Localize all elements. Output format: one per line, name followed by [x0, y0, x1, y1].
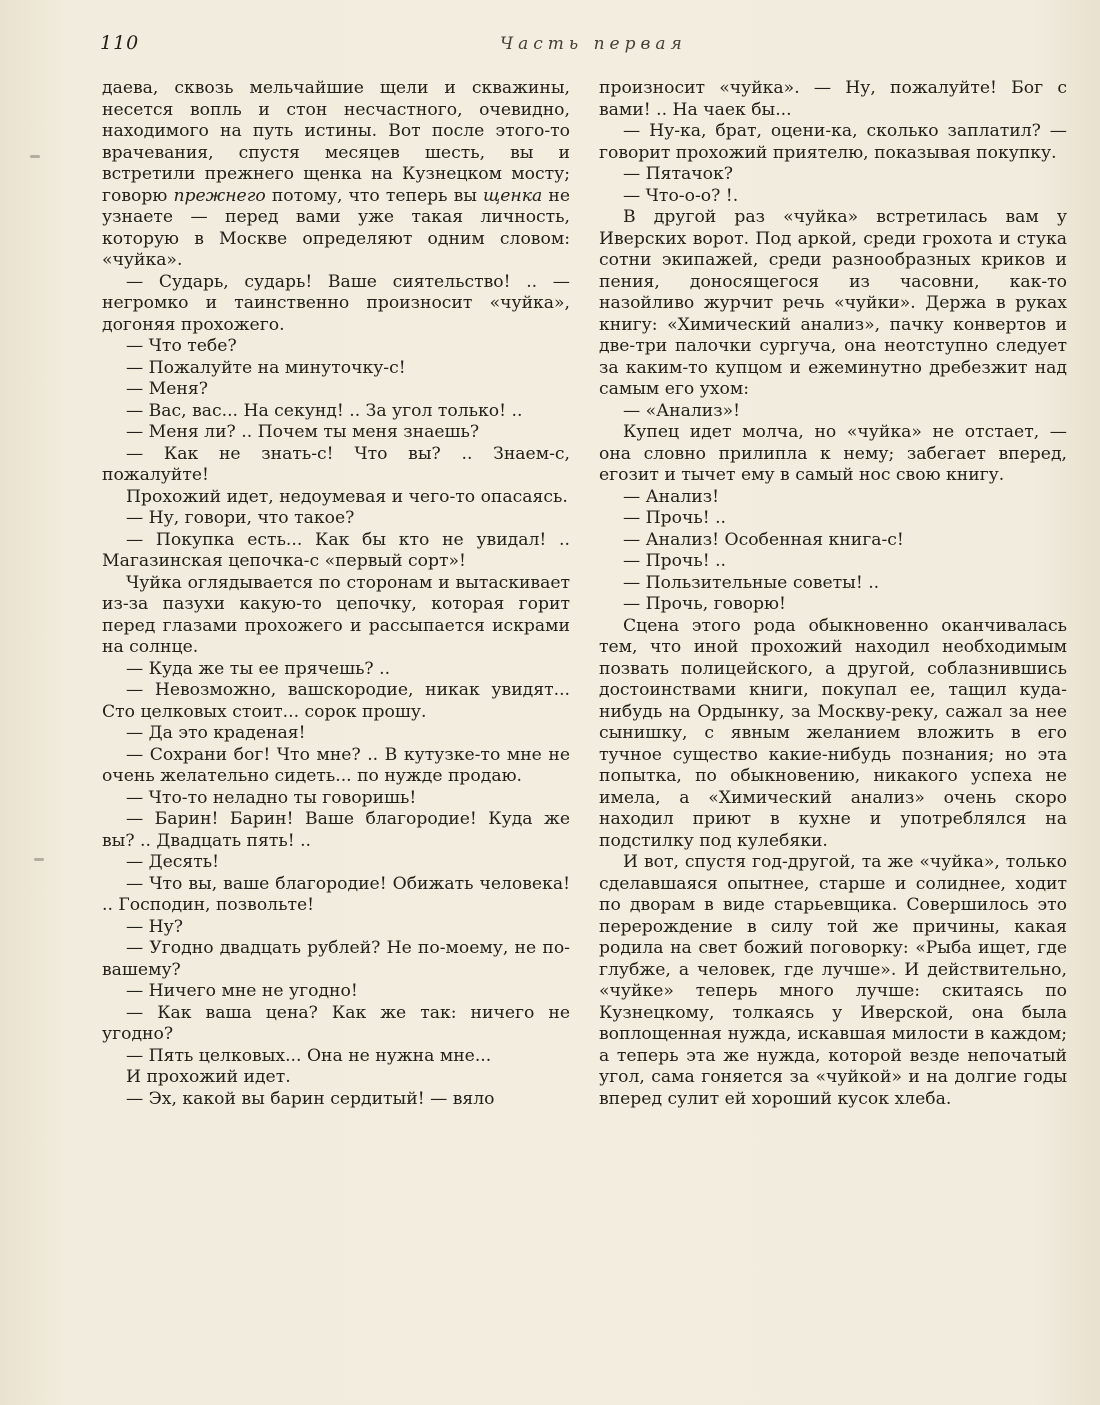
- paragraph: — Ничего мне не угодно!: [126, 981, 358, 1001]
- right-text-column: [599, 78, 1067, 1110]
- paragraph: — Ну-ка, брат, оцени-ка, сколько заплатил? — говорит прохожий приятелю, показывая покупку.: [599, 121, 1067, 163]
- paragraph: — Барин! Барин! Ваше благородие! Куда же вы? .. Двадцать пять! ..: [102, 809, 570, 851]
- paragraph: — Анализ!: [623, 486, 720, 507]
- paragraph: Сцена этого рода обыкновенно оканчивалась тем, что иной прохожий находил необходимым позвать полицейского, а другой, соблазнившись достоинствами книги, покупал ее, тащил куда-нибудь на Ордынку, за Москву-реку, сажал за нее сынишку, с явным желанием вложить в его тучное существо какие-нибудь познания; но эта попытка, по обыкновению, никакого успеха не имела, а «Химический анализ» очень скоро находил приют в кухне и употреблялся на подстилку под кулебяки.: [599, 615, 1067, 851]
- paragraph: — Анализ! Особенная книга-с!: [623, 529, 904, 550]
- paragraph: — Прочь! ..: [623, 508, 727, 528]
- paragraph: — Куда же ты ее прячешь? ..: [126, 658, 391, 679]
- ink-speck: [34, 858, 44, 861]
- paragraph: — Прочь! ..: [623, 551, 727, 571]
- paragraph: — Как ваша цена? Как же так: ничего не угодно?: [102, 1002, 570, 1044]
- paragraph: — Покупка есть... Как бы кто не увидал! .. Магазинская цепочка-с «первый сорт»!: [102, 529, 570, 571]
- paragraph: — Да это краденая!: [126, 723, 306, 743]
- paragraph: — Пожалуйте на минуточку-с!: [126, 357, 406, 378]
- paragraph: — Сударь, сударь! Ваше сиятельство! .. — негромко и таинственно произносит «чуйка», догоняя прохожего.: [102, 271, 570, 335]
- paragraph: — Что вы, ваше благородие! Обижать человека! .. Господин, позвольте!: [102, 873, 570, 915]
- paragraph: — Пользительные советы! ..: [623, 572, 880, 593]
- page-header: [100, 32, 1070, 62]
- paragraph: — Ну?: [126, 916, 183, 937]
- paragraph: — Сохрани бог! Что мне? .. В кутузке-то мне не очень желательно сидеть... по нужде продаю.: [102, 744, 570, 786]
- paragraph: — Меня ли? .. Почем ты меня знаешь?: [126, 422, 480, 442]
- paragraph: — Пять целковых... Она не нужна мне...: [126, 1045, 492, 1066]
- left-text-column: [102, 78, 570, 1110]
- paragraph: Чуйка оглядывается по сторонам и вытаскивает из-за пазухи какую-то цепочку, которая горит перед глазами прохожего и рассыпается искрами на солнце.: [102, 572, 570, 657]
- paragraph: Прохожий идет, недоумевая и чего-то опасаясь.: [126, 486, 568, 507]
- paragraph: — Пятачок?: [623, 164, 733, 184]
- paragraph: — Прочь, говорю!: [623, 594, 786, 614]
- paragraph: — Эх, какой вы барин сердитый! — вяло: [126, 1088, 495, 1109]
- ink-speck: [30, 155, 40, 158]
- paragraph: — Вас, вас... На секунд! .. За угол только! ..: [126, 400, 523, 421]
- paragraph: — Ну, говори, что такое?: [126, 508, 355, 528]
- paragraph: — Угодно двадцать рублей? Не по-моему, не по-вашему?: [102, 938, 570, 980]
- paragraph: — «Анализ»!: [623, 400, 741, 421]
- paragraph: Купец идет молча, но «чуйка» не отстает, — она словно прилипла к нему; забегает вперед, егозит и тычет ему в самый нос свою книгу.: [599, 422, 1067, 485]
- paragraph: — Что-о-о? !.: [623, 185, 739, 206]
- paragraph: — Что тебе?: [126, 336, 237, 356]
- paragraph: В другой раз «чуйка» встретилась вам у Иверских ворот. Под аркой, среди грохота и стука сотни экипажей, среди разнообразных криков и пения, доносящегося из часовни, как-то назойливо журчит речь «чуйки». Держа в руках книгу: «Химический анализ», пачку конвертов и две-три палочки сургуча, она неотступно следует за каким-то купцом и ежеминутно дребезжит над самым его ухом:: [599, 207, 1067, 399]
- paragraph: даева, сквозь мельчайшие щели и скважины, несется вопль и стон несчастного, очевидно, находимого на путь истины. Вот после этого-то врачевания, спустя месяцев шесть, вы и встретили прежнего щенка на Кузнецком мосту; говорю прежнего потому, что теперь вы щенка не узнаете — перед вами уже такая личность, которую в Москве определяют одним словом: «чуйка».: [102, 78, 570, 270]
- paragraph: — Невозможно, вашскородие, никак увидят... Сто целковых стоит... сорок прошу.: [102, 680, 570, 722]
- paragraph: — Как не знать-с! Что вы? .. Знаем-с, пожалуйте!: [102, 443, 570, 485]
- page-number: 110: [100, 32, 140, 54]
- running-head: Часть первая: [500, 34, 687, 54]
- paragraph: И вот, спустя год-другой, та же «чуйка», только сделавшаяся опытнее, старше и солиднее, ходит по дворам в виде старьевщика. Совершилось это перерождение в силу той же причины, какая родила на свет божий поговорку: «Рыба ищет, где глубже, а человек, где лучше». И действительно, «чуйке» теперь много лучше: скитаясь по Кузнецкому, толкаясь у Иверской, она была воплощенная нужда, искавшая милости в каждом; а теперь эта же нужда, которой везде непочатый угол, сама гоняется за «чуйкой» и на долгие годы вперед сулит ей хороший кусок хлеба.: [599, 852, 1067, 1109]
- paragraph: — Десять!: [126, 852, 220, 872]
- paragraph: — Меня?: [126, 379, 208, 399]
- paragraph: — Что-то неладно ты говоришь!: [126, 787, 417, 808]
- paragraph: произносит «чуйка». — Ну, пожалуйте! Бог с вами! .. На чаек бы...: [599, 78, 1067, 120]
- paragraph: И прохожий идет.: [126, 1067, 291, 1087]
